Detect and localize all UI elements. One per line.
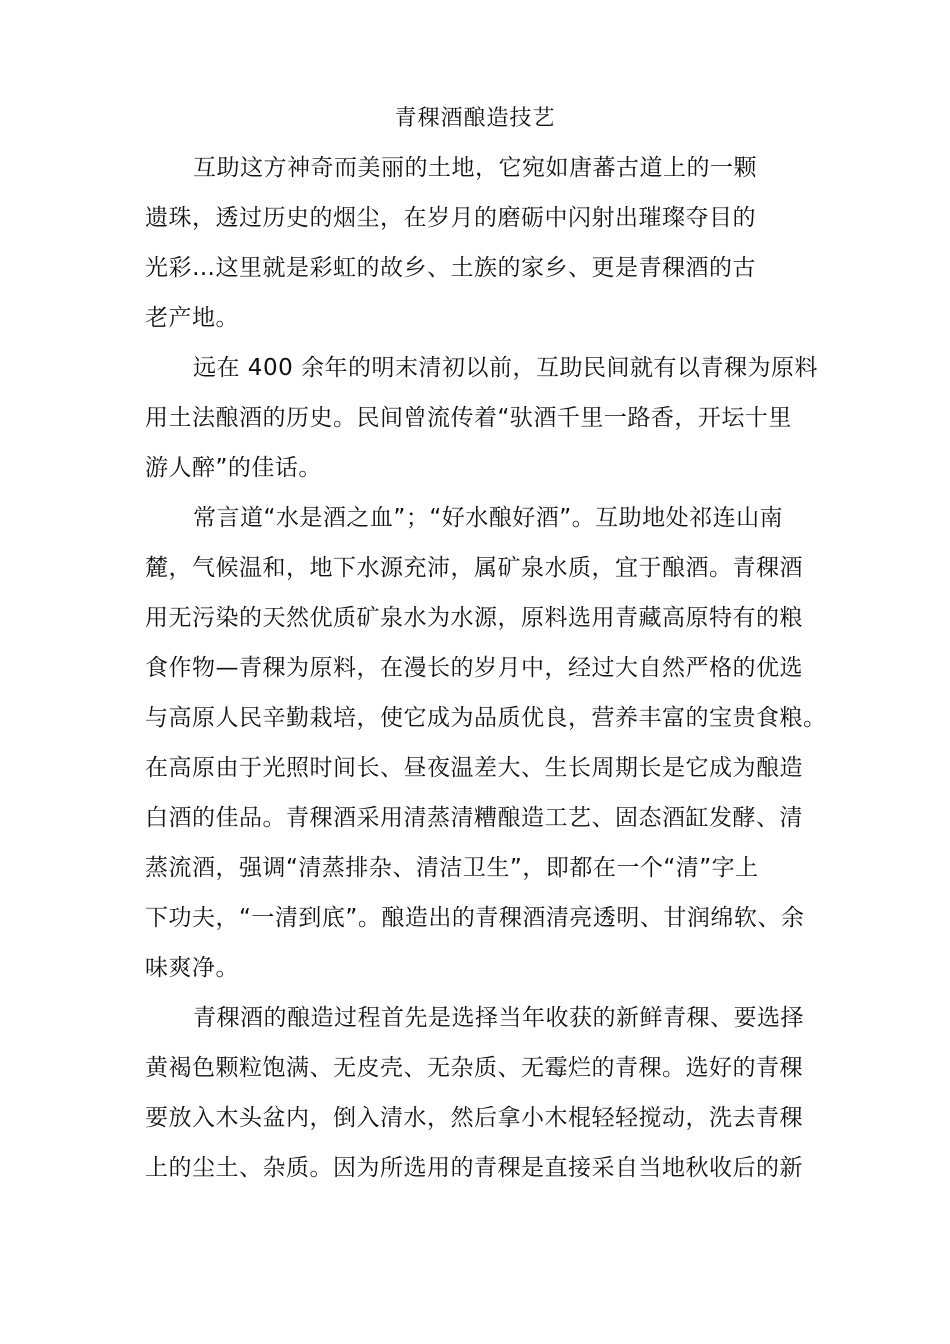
text-line: 用土法酿酒的历史。民间曾流传着“驮酒千里一路香，开坛十里 — [145, 405, 792, 431]
text-line: 白酒的佳品。青稞酒采用清蒸清糟酿造工艺、固态酒缸发酵、清 — [145, 805, 803, 831]
text-line: 老产地。 — [145, 305, 239, 331]
text-line: 游人醉”的佳话。 — [145, 455, 322, 481]
text-line: 常言道“水是酒之血”；“好水酿好酒”。互助地处祁连山南 — [193, 505, 784, 531]
text-line: 黄褐色颗粒饱满、无皮壳、无杂质、无霉烂的青稞。选好的青稞 — [145, 1055, 803, 1081]
text-line: 上的尘土、杂质。因为所选用的青稞是直接采自当地秋收后的新 — [145, 1155, 803, 1181]
text-line: 互助这方神奇而美丽的土地，它宛如唐蕃古道上的一颗 — [193, 155, 757, 181]
text-line: 遗珠，透过历史的烟尘，在岁月的磨砺中闪射出璀璨夺目的 — [145, 205, 756, 231]
text-line: 蒸流酒，强调“清蒸排杂、清洁卫生”，即都在一个“清”字上 — [145, 855, 759, 881]
text-line: 光彩…这里就是彩虹的故乡、土族的家乡、更是青稞酒的古 — [145, 255, 756, 281]
text-line: 要放入木头盆内，倒入清水，然后拿小木棍轻轻搅动，洗去青稞 — [145, 1105, 803, 1131]
text-line: 在高原由于光照时间长、昼夜温差大、生长周期长是它成为酿造 — [145, 755, 803, 781]
text-line: 青稞酒的酿造过程首先是选择当年收获的新鲜青稞、要选择 — [193, 1005, 804, 1031]
text-line: 下功夫，“一清到底”。酿造出的青稞酒清亮透明、甘润绵软、余 — [145, 905, 805, 931]
document-title: 青稞酒酿造技艺 — [394, 106, 556, 131]
text-line: 用无污染的天然优质矿泉水为水源，原料选用青藏高原特有的粮 — [145, 605, 803, 631]
text-line: 麓，气候温和，地下水源充沛，属矿泉水质，宜于酿酒。青稞酒 — [145, 555, 803, 581]
text-line: 食作物—青稞为原料，在漫长的岁月中，经过大自然严格的优选 — [145, 655, 803, 681]
text-line: 味爽净。 — [145, 955, 239, 981]
text-line: 远在 400 余年的明末清初以前，互助民间就有以青稞为原料 — [193, 355, 819, 381]
text-line: 与高原人民辛勤栽培，使它成为品质优良，营养丰富的宝贵食粮。 — [145, 705, 827, 731]
